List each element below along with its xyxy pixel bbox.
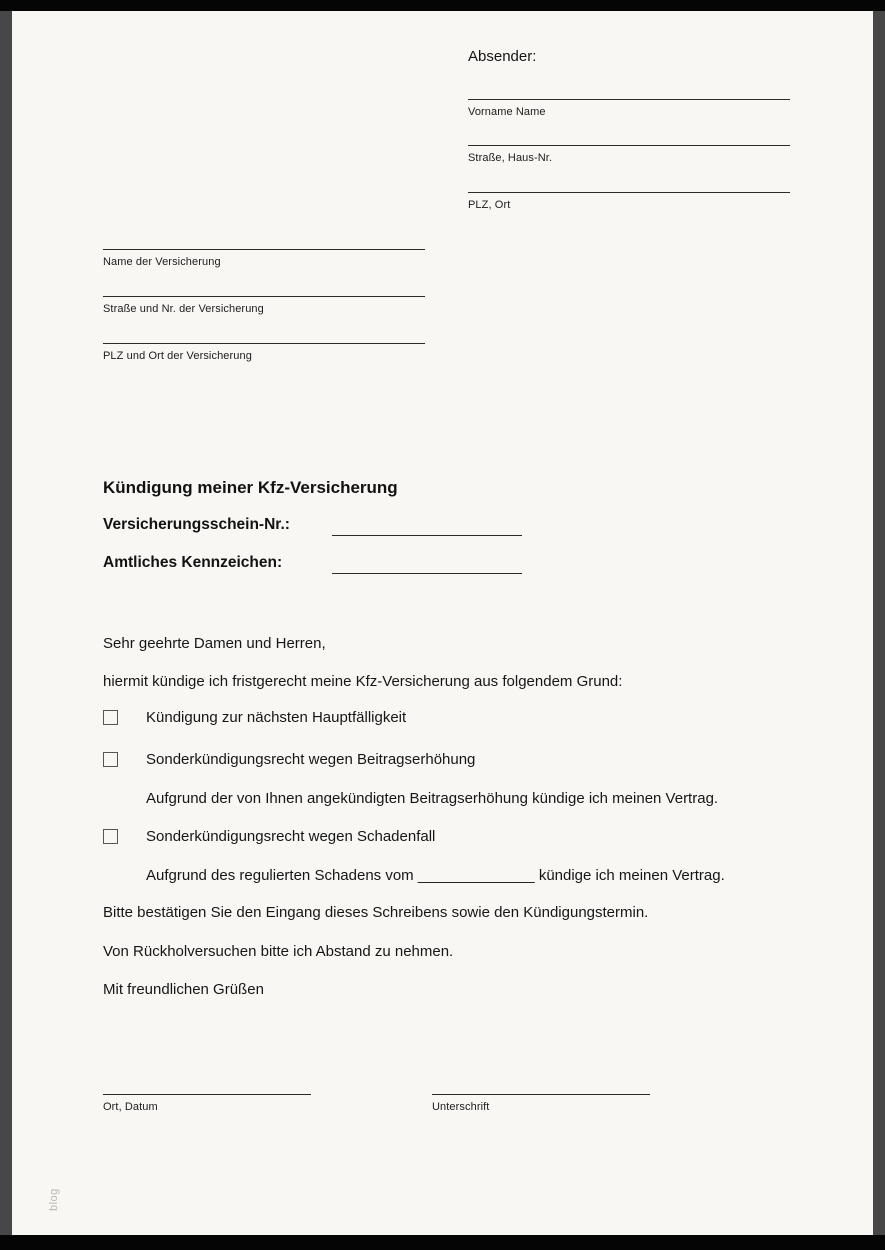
reason3-label: Sonderkündigungsrecht wegen Schadenfall [146, 828, 436, 845]
no-retention-line: Von Rückholversuchen bitte ich Abstand zu nehmen. [103, 943, 454, 960]
sender-name-line[interactable] [468, 99, 790, 100]
sender-title: Absender: [468, 48, 537, 65]
license-plate-input-line[interactable] [332, 558, 522, 574]
signature-line[interactable] [432, 1094, 650, 1095]
letter-page [12, 11, 873, 1235]
checkbox-schadenfall[interactable] [103, 829, 118, 844]
policy-number-label: Versicherungsschein-Nr.: [103, 516, 290, 533]
recipient-street-label: Straße und Nr. der Versicherung [103, 303, 264, 315]
recipient-city-label: PLZ und Ort der Versicherung [103, 350, 252, 362]
sender-city-label: PLZ, Ort [468, 199, 511, 211]
frame-bottom-bar [0, 1235, 885, 1250]
reason1-label: Kündigung zur nächsten Hauptfälligkeit [146, 709, 407, 726]
signature-left [103, 1094, 311, 1113]
sender-city-line[interactable] [468, 192, 790, 193]
signature-right [432, 1094, 650, 1113]
reason3-detail-suffix: kündige ich meinen Vertrag. [538, 867, 725, 884]
date-signature-line[interactable] [103, 1094, 311, 1095]
closing-line: Mit freundlichen Grüßen [103, 981, 264, 998]
confirm-line: Bitte bestätigen Sie den Eingang dieses Schreibens sowie den Kündigungstermin. [103, 904, 649, 921]
sender-field-city [468, 192, 790, 211]
reason2-detail: Aufgrund der von Ihnen angekündigten Beitragserhöhung kündige ich meinen Vertrag. [146, 790, 719, 807]
recipient-street-line[interactable] [103, 296, 425, 297]
recipient-city-line[interactable] [103, 343, 425, 344]
recipient-name-line[interactable] [103, 249, 425, 250]
sender-field-street [468, 145, 790, 164]
recipient-field-name [103, 249, 425, 268]
license-plate-label: Amtliches Kennzeichen: [103, 554, 283, 571]
policy-number-input-line[interactable] [332, 520, 522, 536]
salutation: Sehr geehrte Damen und Herren, [103, 635, 326, 652]
recipient-name-label: Name der Versicherung [103, 256, 221, 268]
date-signature-label: Ort, Datum [103, 1101, 158, 1113]
reason2-label: Sonderkündigungsrecht wegen Beitragserhöhung [146, 751, 476, 768]
subject-heading: Kündigung meiner Kfz-Versicherung [103, 478, 398, 497]
checkbox-beitragserhoehung[interactable] [103, 752, 118, 767]
sender-street-line[interactable] [468, 145, 790, 146]
signature-label: Unterschrift [432, 1101, 490, 1113]
reason3-detail [146, 867, 725, 884]
recipient-field-street [103, 296, 425, 315]
reason3-detail-prefix: Aufgrund des regulierten Schadens vom [146, 867, 414, 884]
sender-name-label: Vorname Name [468, 106, 546, 118]
recipient-field-city [103, 343, 425, 362]
frame-top-bar [0, 0, 885, 11]
sender-field-name [468, 99, 790, 118]
watermark-text: blog [48, 1188, 60, 1211]
checkbox-hauptfaelligkeit[interactable] [103, 710, 118, 725]
sender-street-label: Straße, Haus-Nr. [468, 152, 553, 164]
intro-line: hiermit kündige ich fristgerecht meine Kfz-Versicherung aus folgendem Grund: [103, 673, 623, 690]
schaden-date-blank[interactable]: ______________ [417, 867, 535, 884]
